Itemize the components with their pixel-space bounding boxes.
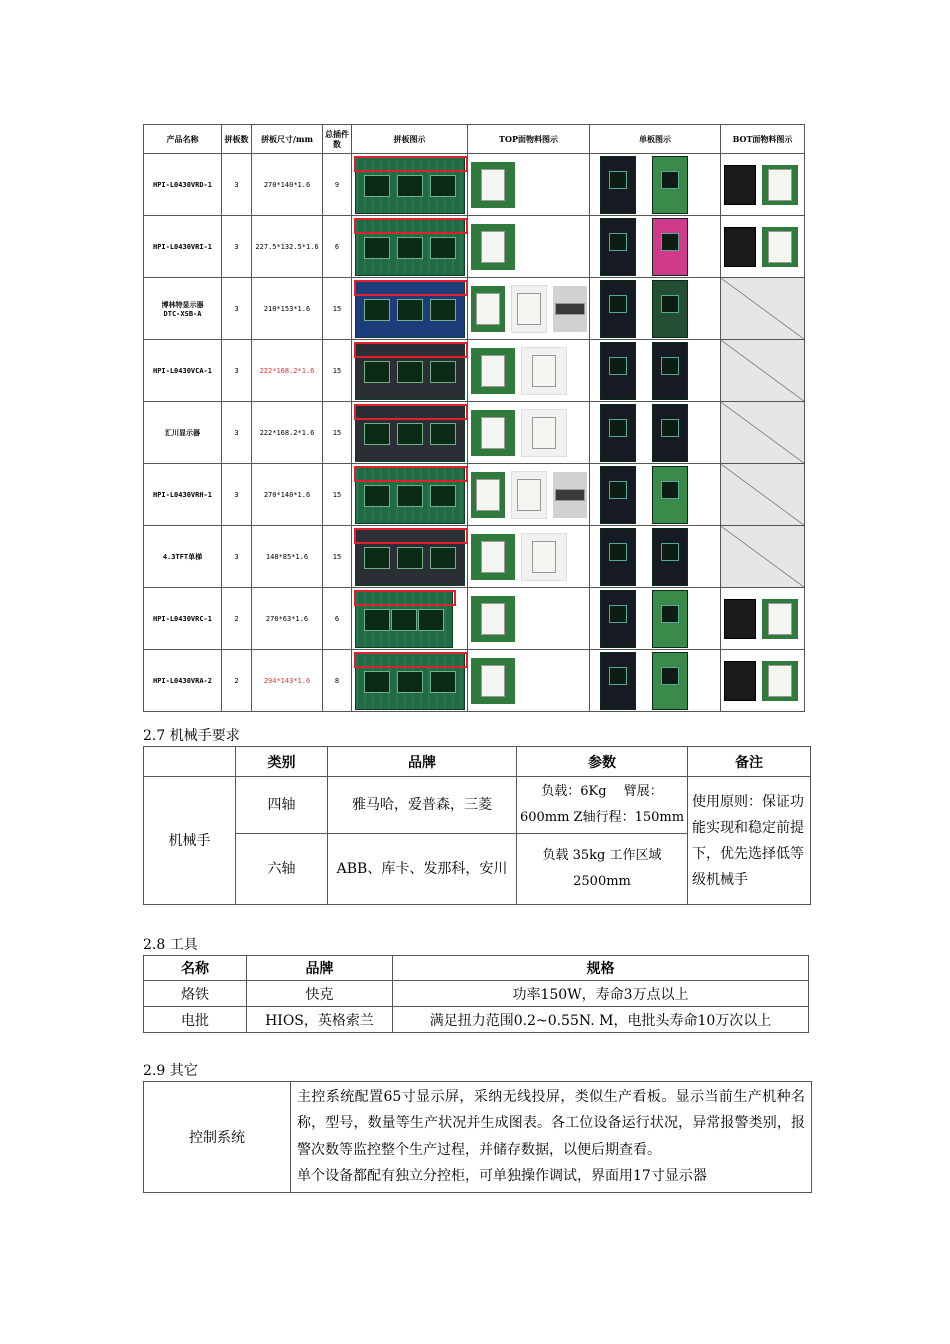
single-board-image (600, 466, 636, 524)
dip-switch-image (724, 661, 756, 701)
product-size: 210*153*1.6 (252, 278, 323, 340)
bot-material-image-cell (721, 526, 805, 588)
connector-image (471, 472, 505, 518)
single-board-image (600, 280, 636, 338)
robot-header-brand: 品牌 (328, 747, 517, 777)
product-row (144, 526, 805, 588)
single-board-image (600, 342, 636, 400)
robot-brand: 雅马哈，爱普森，三菱 (328, 777, 517, 834)
tools-header-spec: 规格 (393, 956, 809, 981)
connector-image (511, 285, 547, 333)
panel-image-cell (352, 650, 468, 712)
product-row (144, 340, 805, 402)
robot-param: 负载 35kg 工作区域 2500mm (517, 834, 688, 905)
connector-image (521, 409, 567, 457)
product-parts: 15 (323, 402, 352, 464)
product-size: 270*140*1.6 (252, 464, 323, 526)
product-row (144, 154, 805, 216)
connector-image (471, 596, 515, 642)
product-size: 148*85*1.6 (252, 526, 323, 588)
dip-switch-image (724, 599, 756, 639)
panel-image-cell (352, 340, 468, 402)
panel-image-cell (352, 154, 468, 216)
col-header-panel-image: 拼板图示 (352, 125, 468, 154)
single-board-image-cell (590, 340, 721, 402)
bot-material-image-cell (721, 650, 805, 712)
top-material-image-cell (468, 464, 590, 526)
single-board-image-cell (590, 650, 721, 712)
top-material-image-cell (468, 588, 590, 650)
product-parts: 6 (323, 216, 352, 278)
product-row (144, 650, 805, 712)
single-board-image (652, 652, 688, 710)
col-header-panels: 拼板数 (222, 125, 252, 154)
tools-row (144, 981, 809, 1007)
product-size: 294*143*1.6 (252, 650, 323, 712)
connector-image (471, 162, 515, 208)
connector-image (471, 224, 515, 270)
single-board-image (600, 652, 636, 710)
other-label: 控制系统 (144, 1082, 291, 1193)
panel-image-cell (352, 526, 468, 588)
product-panels: 3 (222, 340, 252, 402)
panel-image-cell (352, 402, 468, 464)
col-header-name: 产品名称 (144, 125, 222, 154)
product-panels: 3 (222, 278, 252, 340)
panel-board-image (355, 466, 465, 524)
connector-image (471, 658, 515, 704)
single-board-image (600, 590, 636, 648)
tools-header-name: 名称 (144, 956, 247, 981)
section-title-tools: 2.8 工具 (143, 937, 198, 953)
single-board-image (652, 218, 688, 276)
bot-material-image-cell (721, 464, 805, 526)
single-board-image (600, 218, 636, 276)
robot-row (144, 777, 811, 834)
product-panels: 3 (222, 154, 252, 216)
top-material-image-cell (468, 650, 590, 712)
product-table (143, 124, 805, 712)
product-size: 222*168.2*1.6 (252, 402, 323, 464)
product-name: HPI-L0430VRC-1 (144, 588, 222, 650)
tools-row (144, 1007, 809, 1033)
bot-material-image-cell (721, 216, 805, 278)
tool-spec: 功率150W，寿命3万点以上 (393, 981, 809, 1007)
robot-note: 使用原则：保证功能实现和稳定前提下，优先选择低等级机械手 (688, 777, 811, 905)
connector-image (521, 533, 567, 581)
product-parts: 9 (323, 154, 352, 216)
product-row (144, 278, 805, 340)
panel-board-image (355, 156, 465, 214)
single-board-image (652, 590, 688, 648)
dip-switch-image (724, 227, 756, 267)
connector-image (553, 286, 587, 332)
product-parts: 15 (323, 526, 352, 588)
connector-image (471, 410, 515, 456)
top-material-image-cell (468, 340, 590, 402)
single-board-image (600, 528, 636, 586)
panel-image-cell (352, 216, 468, 278)
other-text (291, 1082, 812, 1193)
robot-header-blank (144, 747, 236, 777)
robot-param: 负载：6Kg 臂展：600mm Z轴行程：150mm (517, 777, 688, 834)
section-title-robot: 2.7 机械手要求 (143, 728, 240, 744)
product-name: 博林特显示器 DTC-XSB-A (144, 278, 222, 340)
single-board-image (652, 528, 688, 586)
single-board-image-cell (590, 464, 721, 526)
product-panels: 2 (222, 588, 252, 650)
single-board-image (652, 280, 688, 338)
product-panels: 3 (222, 216, 252, 278)
connector-image (762, 165, 798, 205)
product-name: 汇川显示器 (144, 402, 222, 464)
top-material-image-cell (468, 216, 590, 278)
col-header-parts: 总插件数 (323, 125, 352, 154)
other-row (144, 1082, 812, 1193)
single-board-image (652, 156, 688, 214)
robot-header-type: 类别 (236, 747, 328, 777)
product-panels: 3 (222, 402, 252, 464)
panel-image-cell (352, 464, 468, 526)
dip-switch-image (724, 165, 756, 205)
connector-image (553, 472, 587, 518)
product-panels: 3 (222, 464, 252, 526)
tools-header-brand: 品牌 (247, 956, 393, 981)
robot-type: 六轴 (236, 834, 328, 905)
product-parts: 8 (323, 650, 352, 712)
single-board-image-cell (590, 526, 721, 588)
product-parts: 15 (323, 340, 352, 402)
robot-type: 四轴 (236, 777, 328, 834)
product-size: 270*140*1.6 (252, 154, 323, 216)
bot-material-image-cell (721, 402, 805, 464)
connector-image (762, 599, 798, 639)
panel-board-image (355, 218, 465, 276)
col-header-single-image: 单板图示 (590, 125, 721, 154)
other-text-paragraph: 单个设备都配有独立分控柜，可单独操作调试，界面用17寸显示器 (297, 1168, 707, 1185)
product-size: 227.5*132.5*1.6 (252, 216, 323, 278)
connector-image (521, 347, 567, 395)
top-material-image-cell (468, 278, 590, 340)
bot-material-image-cell (721, 588, 805, 650)
other-table (143, 1081, 812, 1193)
robot-header-note: 备注 (688, 747, 811, 777)
col-header-top-image: TOP面物料图示 (468, 125, 590, 154)
panel-image-cell (352, 588, 468, 650)
product-name: HPI-L0430VCA-1 (144, 340, 222, 402)
connector-image (511, 471, 547, 519)
tool-spec: 满足扭力范围0.2~0.55N. M，电批头寿命10万次以上 (393, 1007, 809, 1033)
product-row (144, 216, 805, 278)
robot-header-row (144, 747, 811, 777)
panel-board-image (355, 404, 465, 462)
product-name: HPI-L0430VRD-1 (144, 154, 222, 216)
product-row (144, 464, 805, 526)
tool-name: 烙铁 (144, 981, 247, 1007)
col-header-bot-image: BOT面物料图示 (721, 125, 805, 154)
single-board-image-cell (590, 588, 721, 650)
product-parts: 15 (323, 278, 352, 340)
robot-brand: ABB、库卡、发那科，安川 (328, 834, 517, 905)
single-board-image-cell (590, 154, 721, 216)
panel-board-image (355, 528, 465, 586)
tool-brand: HIOS，英格索兰 (247, 1007, 393, 1033)
top-material-image-cell (468, 402, 590, 464)
single-board-image (600, 156, 636, 214)
single-board-image-cell (590, 278, 721, 340)
panel-image-cell (352, 278, 468, 340)
product-size: 222*168.2*1.6 (252, 340, 323, 402)
top-material-image-cell (468, 154, 590, 216)
product-name: HPI-L0430VRH-1 (144, 464, 222, 526)
single-board-image (600, 404, 636, 462)
single-board-image-cell (590, 216, 721, 278)
product-parts: 6 (323, 588, 352, 650)
other-text-paragraph: 主控系统配置65寸显示屏，采纳无线投屏，类似生产看板。显示当前生产机种名称，型号，数量等生产状况并生成图表。各工位设备运行状况，异常报警类别，报警次数等监控整个生产过程，并储存数据，以便后期查看。 (297, 1089, 805, 1158)
col-header-size: 拼板尺寸/mm (252, 125, 323, 154)
robot-label: 机械手 (144, 777, 236, 905)
connector-image (471, 348, 515, 394)
single-board-image (652, 342, 688, 400)
bot-material-image-cell (721, 278, 805, 340)
product-parts: 15 (323, 464, 352, 526)
tools-table (143, 955, 809, 1033)
panel-board-image (355, 590, 453, 648)
bot-material-image-cell (721, 340, 805, 402)
connector-image (471, 286, 505, 332)
product-panels: 2 (222, 650, 252, 712)
bot-material-image-cell (721, 154, 805, 216)
product-name: HPI-L0430VRA-2 (144, 650, 222, 712)
product-size: 270*63*1.6 (252, 588, 323, 650)
product-panels: 3 (222, 526, 252, 588)
tool-name: 电批 (144, 1007, 247, 1033)
single-board-image-cell (590, 402, 721, 464)
product-row (144, 402, 805, 464)
product-name: 4.3TFT单梯 (144, 526, 222, 588)
robot-table (143, 746, 811, 905)
connector-image (762, 227, 798, 267)
product-name: HPI-L0430VRI-1 (144, 216, 222, 278)
section-title-other: 2.9 其它 (143, 1063, 198, 1079)
panel-board-image (355, 280, 465, 338)
product-table-header (144, 125, 805, 154)
tools-header-row (144, 956, 809, 981)
single-board-image (652, 466, 688, 524)
connector-image (762, 661, 798, 701)
product-row (144, 588, 805, 650)
panel-board-image (355, 652, 465, 710)
robot-header-param: 参数 (517, 747, 688, 777)
top-material-image-cell (468, 526, 590, 588)
panel-board-image (355, 342, 465, 400)
tool-brand: 快克 (247, 981, 393, 1007)
single-board-image (652, 404, 688, 462)
connector-image (471, 534, 515, 580)
